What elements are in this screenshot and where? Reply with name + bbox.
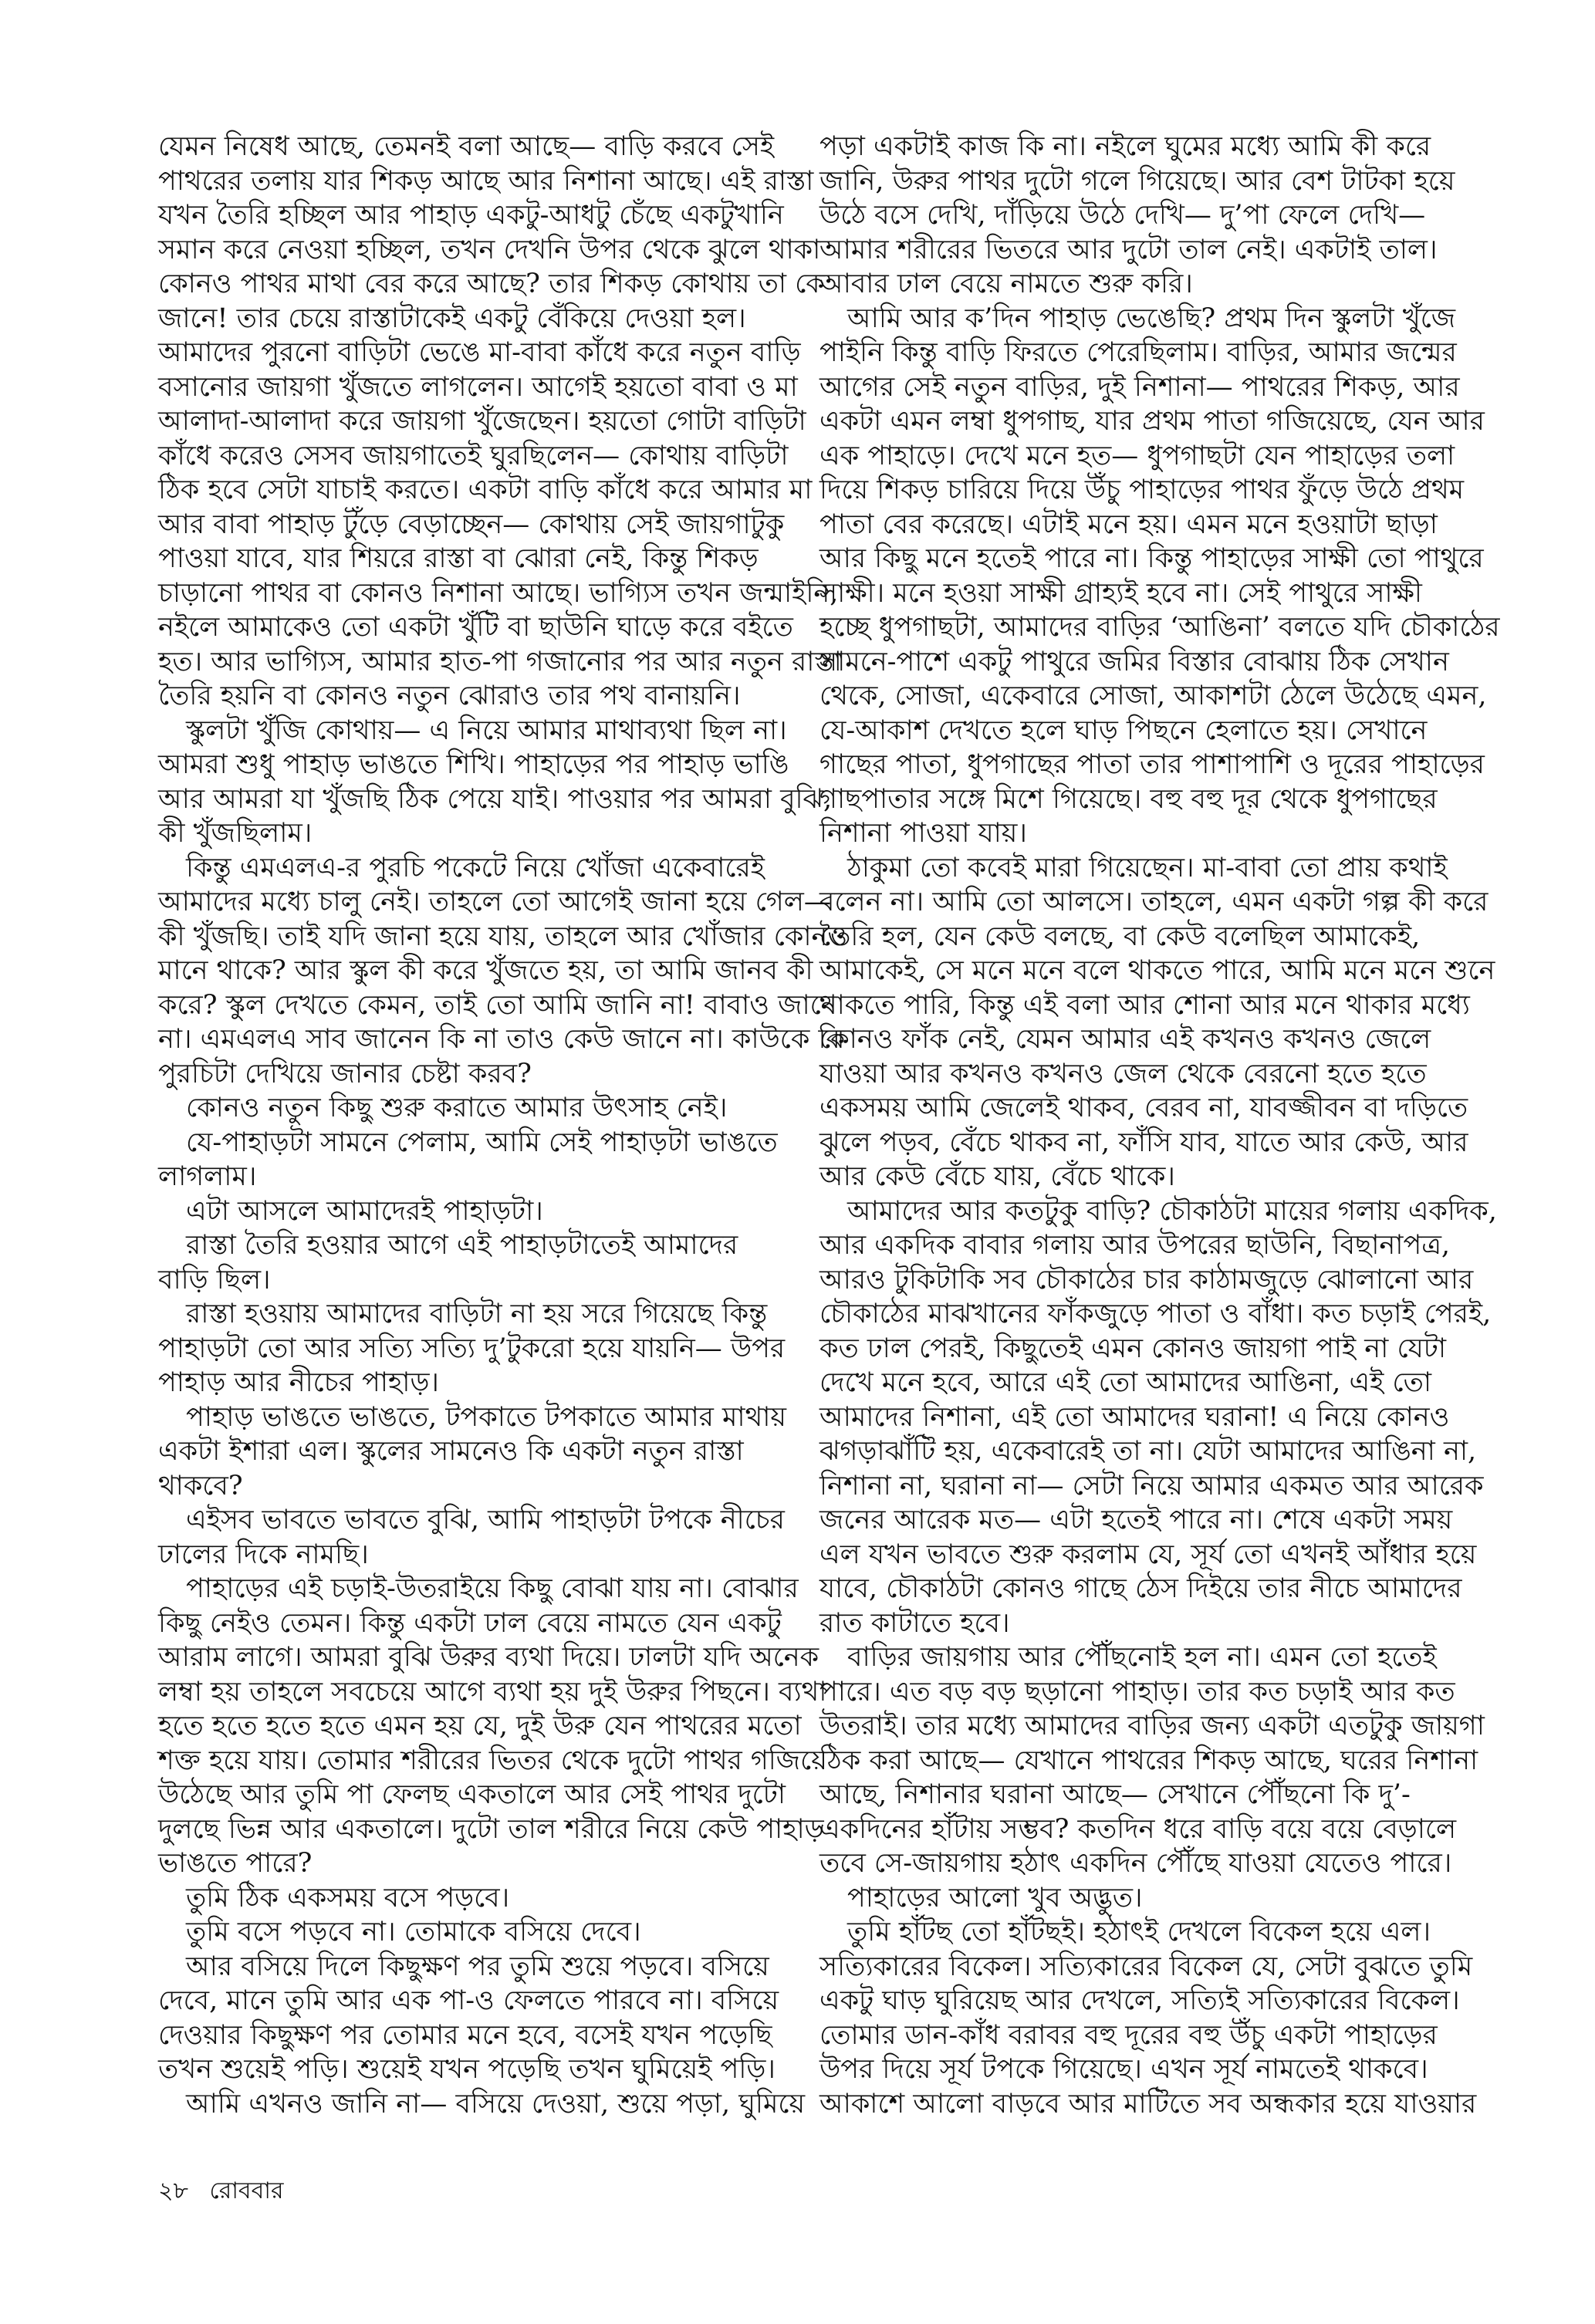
text-line: আমি আর ক’দিন পাহাড় ভেঙেছি? প্রথম দিন স্কুলটা খুঁজে xyxy=(847,302,1456,334)
text-line: উঠে বসে দেখি, দাঁড়িয়ে উঠে দেখি— দু’পা ফেলে দেখি— xyxy=(819,200,1426,231)
text-line: পারে। এত বড় বড় ছড়ানো পাহাড়। তার কত চড়াই আর কত xyxy=(819,1676,1455,1708)
text-line: তুমি বসে পড়বে না। তোমাকে বসিয়ে দেবে। xyxy=(186,1917,641,1947)
text-line: আমাকেই, সে মনে মনে বলে থাকতে পারে, আমি মনে মনে শুনে xyxy=(819,955,1495,986)
text-line: পড়া একটাই কাজ কি না। নইলে ঘুমের মধ্যে আমি কী করে xyxy=(819,131,1431,162)
text-line: আমাদের মধ্যে চালু নেই। তাহলে তো আগেই জানা হয়ে গেল— xyxy=(158,887,831,917)
paragraph xyxy=(158,1228,783,1297)
text-line: আকাশে আলো বাড়বে আর মাটিতে সব অন্ধকার হয়ে যাওয়ার xyxy=(819,2088,1477,2120)
text-line: তোমার ডান-কাঁধ বরাবর বহু দূরের বহু উঁচু একটা পাহাড়ের xyxy=(819,2019,1438,2051)
text-line: লাগলাম। xyxy=(158,1161,257,1192)
paragraph xyxy=(819,851,1506,1194)
text-line: কিছু নেইও তেমন। কিন্তু একটা ঢাল বেয়ে নামতে যেন একটু xyxy=(158,1607,782,1639)
paragraph xyxy=(158,1297,786,1400)
text-line: পাহাড় ভাঙতে ভাঙতে, টপকাতে টপকাতে আমার মাথায় xyxy=(186,1401,787,1433)
text-line: উতরাই। তার মধ্যে আমাদের বাড়ির জন্য একটা এতটুকু জায়গা xyxy=(819,1711,1485,1741)
paragraph xyxy=(158,1400,787,1504)
text-line: চৌকাঠের মাঝখানের ফাঁকজুড়ে পাতা ও বাঁধা। কত চড়াই পেরই, xyxy=(819,1299,1492,1329)
text-line: জানে! তার চেয়ে রাস্তাটাকেই একটু বেঁকিয়ে দেওয়া হল। xyxy=(158,302,746,334)
text-line: সত্যিকারের বিকেল। সত্যিকারের বিকেল যে, সেটা বুঝতে তুমি xyxy=(819,1951,1473,1982)
text-line: আরাম লাগে। আমরা বুঝি উরুর ব্যথা দিয়ে। ঢালটা যদি অনেক xyxy=(158,1642,819,1673)
text-line: কাঁধে করেও সেসব জায়গাতেই ঘুরছিলেন— কোথায় বাড়িটা xyxy=(158,440,789,471)
text-line: রাত কাটাতে হবে। xyxy=(819,1607,1010,1639)
text-line: একটা এমন লম্বা ধুপগাছ, যার প্রথম পাতা গজিয়েছে, যেন আর xyxy=(819,406,1485,437)
text-line: দেওয়ার কিছুক্ষণ পর তোমার মনে হবে, বসেই যখন পড়েছি xyxy=(158,2019,772,2051)
paragraph xyxy=(819,130,1506,302)
text-line: পাথরের তলায় যার শিকড় আছে আর নিশানা আছে। এই রাস্তা xyxy=(158,165,814,197)
paragraph xyxy=(158,1194,783,1229)
paragraph xyxy=(158,1503,783,1572)
paragraph xyxy=(158,1881,783,1916)
paragraph xyxy=(819,302,1506,851)
paragraph xyxy=(158,714,833,851)
text-line: তবে সে-জায়গায় হঠাৎ একদিন পৌঁছে যাওয়া যেতেও পারে। xyxy=(819,1848,1452,1879)
text-line: আমাদের নিশানা, এই তো আমাদের ঘরানা! এ নিয়ে কোনও xyxy=(819,1401,1450,1433)
text-line: বাড়ির জায়গায় আর পৌঁছনোই হল না। এমন তো হতেই xyxy=(847,1642,1437,1673)
text-line: একসময় আমি জেলেই থাকব, বেরব না, যাবজ্জীবন বা দড়িতে xyxy=(819,1093,1468,1123)
text-line: আবার ঢাল বেয়ে নামতে শুরু করি। xyxy=(819,269,1193,299)
text-line: সামনে-পাশে একটু পাথুরে জমির বিস্তার বোঝায় ঠিক সেখান xyxy=(819,646,1449,677)
text-line: আর আমরা যা খুঁজছি ঠিক পেয়ে যাই। পাওয়ার পর আমরা বুঝি, xyxy=(158,783,833,815)
text-line: আমি এখনও জানি না— বসিয়ে দেওয়া, শুয়ে পড়া, ঘুমিয়ে xyxy=(186,2088,806,2120)
text-line: যখন তৈরি হচ্ছিল আর পাহাড় একটু-আধটু চেঁছে একটুখানি xyxy=(158,200,784,231)
text-line: লম্বা হয় তাহলে সবচেয়ে আগে ব্যথা হয় দুই উরুর পিছনে। ব্যথা xyxy=(158,1676,827,1708)
publication-name: রোববার xyxy=(209,2177,284,2204)
text-line: একটু ঘাড় ঘুরিয়েছ আর দেখলে, সত্যিই সত্যিকারের বিকেল। xyxy=(819,1985,1460,2016)
text-line: থেকে, সোজা, একেবারে সোজা, আকাশটা ঠেলে উঠেছে এমন, xyxy=(819,681,1487,711)
text-line: ঢালের দিকে নামছি। xyxy=(158,1539,369,1570)
text-line: একটা ইশারা এল। স্কুলের সামনেও কি একটা নতুন রাস্তা xyxy=(158,1436,744,1467)
text-line: পুরচিটা দেখিয়ে জানার চেষ্টা করব? xyxy=(158,1058,532,1089)
paragraph xyxy=(158,1915,783,1950)
text-line: ঝুলে পড়ব, বেঁচে থাকব না, ফাঁসি যাব, যাতে আর কেউ, আর xyxy=(819,1127,1468,1158)
text-line: করে? স্কুল দেখতে কেমন, তাই তো আমি জানি না! বাবাও জানে xyxy=(158,989,837,1021)
page-footer xyxy=(158,2172,298,2211)
text-line: তখন শুয়েই পড়ি। শুয়েই যখন পড়েছি তখন ঘুমিয়েই পড়ি। xyxy=(158,2054,776,2085)
text-line: কত ঢাল পেরই, কিছুতেই এমন কোনও জায়গা পাই না যেটা xyxy=(819,1333,1447,1364)
paragraph xyxy=(819,1640,1506,1881)
text-line: পাইনি কিন্তু বাড়ি ফিরতে পেরেছিলাম। বাড়ির, আমার জন্মের xyxy=(819,337,1457,368)
text-line: কোনও নতুন কিছু শুরু করাতে আমার উৎসাহ নেই। xyxy=(186,1093,728,1123)
text-line: আরও টুকিটাকি সব চৌকাঠের চার কাঠামজুড়ে ঝোলানো আর xyxy=(819,1264,1474,1295)
text-line: থাকতে পারি, কিন্তু এই বলা আর শোনা আর মনে থাকার মধ্যে xyxy=(819,989,1470,1021)
text-line: চাড়ানো পাথর বা কোনও নিশানা আছে। ভাগ্যিস তখন জন্মাইনি, xyxy=(158,577,839,609)
text-line: সাক্ষী। মনে হওয়া সাক্ষী গ্রাহ্যই হবে না। সেই পাথুরে সাক্ষী xyxy=(819,577,1422,609)
text-line: পাওয়া যাবে, যার শিয়রে রাস্তা বা ঝোরা নেই, কিন্তু শিকড় xyxy=(158,543,759,574)
text-line: আমাদের আর কতটুকু বাড়ি? চৌকাঠটা মায়ের গলায় একদিক, xyxy=(847,1195,1497,1227)
text-line: দেখে মনে হবে, আরে এই তো আমাদের আঙিনা, এই তো xyxy=(819,1367,1432,1398)
text-line: ঠিক হবে সেটা যাচাই করতে। একটা বাড়ি কাঁধে করে আমার মা xyxy=(158,475,813,505)
paragraph xyxy=(819,1881,1506,1916)
text-line: আর বসিয়ে দিলে কিছুক্ষণ পর তুমি শুয়ে পড়বে। বসিয়ে xyxy=(186,1951,769,1982)
text-line: মানে থাকে? আর স্কুল কী করে খুঁজতে হয়, তা আমি জানব কী xyxy=(158,955,813,986)
text-line: যে-আকাশ দেখতে হলে ঘাড় পিছনে হেলাতে হয়। সেখানে xyxy=(819,714,1428,746)
text-line: তৈরি হয়নি বা কোনও নতুন ঝোরাও তার পথ বানায়নি। xyxy=(158,681,741,711)
paragraph xyxy=(158,1572,827,1881)
paragraph xyxy=(158,2087,806,2122)
paragraph xyxy=(819,1194,1506,1641)
text-column-right xyxy=(819,130,1506,2121)
text-line: আর বাবা পাহাড় টুঁড়ে বেড়াচ্ছেন— কোথায় সেই জায়গাটুকু xyxy=(158,508,785,540)
text-line: এল যখন ভাবতে শুরু করলাম যে, সূর্য তো এখনই আঁধার হয়ে xyxy=(819,1539,1477,1570)
text-line: জানি, উরুর পাথর দুটো গলে গিয়েছে। আর বেশ টাটকা হয়ে xyxy=(819,165,1455,197)
text-line: আর কেউ বেঁচে যায়, বেঁচে থাকে। xyxy=(819,1161,1175,1192)
text-line: যেমন নিষেধ আছে, তেমনই বলা আছে— বাড়ি করবে সেই xyxy=(158,131,775,162)
text-line: ঠিক করা আছে— যেখানে পাথরের শিকড় আছে, ঘরের নিশানা xyxy=(819,1745,1478,1776)
text-line: আমাদের পুরনো বাড়িটা ভেঙে মা-বাবা কাঁধে করে নতুন বাড়ি xyxy=(158,337,801,368)
text-line: এটা আসলে আমাদেরই পাহাড়টা। xyxy=(186,1195,543,1227)
paragraph xyxy=(158,130,842,714)
text-line: না। এমএলএ সাব জানেন কি না তাও কেউ জানে না। কাউকে কি xyxy=(158,1024,845,1055)
text-line: বলেন না। আমি তো আলসে। তাহলে, এমন একটা গল্প কী করে xyxy=(819,887,1489,917)
text-line: আমার শরীরের ভিতরে আর দুটো তাল নেই। একটাই তাল। xyxy=(819,234,1438,265)
text-line: এক পাহাড়ে। দেখে মনে হত— ধুপগাছটা যেন পাহাড়ের তলা xyxy=(819,440,1455,471)
text-line: যাবে, চৌকাঠটা কোনও গাছে ঠেস দিইয়ে তার নীচে আমাদের xyxy=(819,1573,1462,1604)
text-line: নইলে আমাকেও তো একটা খুঁটি বা ছাউনি ঘাড়ে করে বইতে xyxy=(158,612,793,643)
text-line: কী খুঁজছিলাম। xyxy=(158,818,313,849)
text-line: জনের আরেক মত— এটা হতেই পারে না। শেষে একটা সময় xyxy=(819,1505,1453,1535)
text-line: পাহাড়ের আলো খুব অদ্ভুত। xyxy=(847,1882,1143,1914)
text-line: নিশানা না, ঘরানা না— সেটা নিয়ে আমার একমত আর আরেক xyxy=(819,1470,1484,1501)
text-line: পাহাড় আর নীচের পাহাড়। xyxy=(158,1367,439,1398)
text-line: হত। আর ভাগ্যিস, আমার হাত-পা গজানোর পর আর নতুন রাস্তা xyxy=(158,646,842,677)
text-line: তুমি ঠিক একসময় বসে পড়বে। xyxy=(186,1882,510,1914)
text-line: কোনও পাথর মাথা বের করে আছে? তার শিকড় কোথায় তা কে xyxy=(158,269,825,299)
text-line: হচ্ছে ধুপগাছটা, আমাদের বাড়ির ‘আঙিনা’ বলতে যদি চৌকাঠের xyxy=(819,612,1500,643)
paragraph xyxy=(158,851,848,1092)
text-line: পাতা বের করেছে। এটাই মনে হয়। এমন মনে হওয়াটা ছাড়া xyxy=(819,508,1438,540)
text-line: আর একদিক বাবার গলায় আর উপরের ছাউনি, বিছানাপত্র, xyxy=(819,1230,1451,1261)
text-line: আমরা শুধু পাহাড় ভাঙতে শিখি। পাহাড়ের পর পাহাড় ভাঙি xyxy=(158,749,789,780)
paragraph xyxy=(158,1126,783,1194)
text-line: তুমি হাঁটছ তো হাঁটছই। হঠাৎই দেখলে বিকেল হয়ে এল। xyxy=(847,1917,1431,1947)
text-line: থাকবে? xyxy=(158,1470,243,1501)
text-line: ভাঙতে পারে? xyxy=(158,1848,313,1879)
paragraph xyxy=(158,1091,783,1126)
text-line: বাড়ি ছিল। xyxy=(158,1264,271,1295)
text-line: বসানোর জায়গা খুঁজতে লাগলেন। আগেই হয়তো বাবা ও মা xyxy=(158,371,798,403)
text-line: যাওয়া আর কখনও কখনও জেল থেকে বেরনো হতে হতে xyxy=(819,1058,1427,1089)
page-number: ২৮ xyxy=(158,2177,188,2204)
text-line: শক্ত হয়ে যায়। তোমার শরীরের ভিতর থেকে দুটো পাথর গজিয়ে xyxy=(158,1745,827,1776)
text-line: রাস্তা তৈরি হওয়ার আগে এই পাহাড়টাতেই আমাদের xyxy=(186,1230,738,1261)
text-line: উঠেছে আর তুমি পা ফেলছ একতালে আর সেই পাথর দুটো xyxy=(158,1779,786,1810)
text-line: কোনও ফাঁক নেই, যেমন আমার এই কখনও কখনও জেলে xyxy=(819,1024,1431,1055)
text-line: একদিনের হাঁটায় সম্ভব? কতদিন ধরে বাড়ি বয়ে বয়ে বেড়ালে xyxy=(819,1813,1457,1845)
text-column-left xyxy=(158,130,848,2121)
text-line: ঠাকুমা তো কবেই মারা গিয়েছেন। মা-বাবা তো প্রায় কথাই xyxy=(847,852,1448,883)
text-line: গাছপাতার সঙ্গে মিশে গিয়েছে। বহু বহু দূর থেকে ধুপগাছের xyxy=(819,783,1438,815)
text-line: নিশানা পাওয়া যায়। xyxy=(819,818,1027,849)
text-line: দুলছে ভিন্ন আর একতালে। দুটো তাল শরীরে নিয়ে কেউ পাহাড় xyxy=(158,1813,824,1845)
text-line: উপর দিয়ে সূর্য টপকে গিয়েছে। এখন সূর্য নামতেই থাকবে। xyxy=(819,2054,1428,2085)
text-line: দেবে, মানে তুমি আর এক পা-ও ফেলতে পারবে না। বসিয়ে xyxy=(158,1985,779,2016)
text-line: রাস্তা হওয়ায় আমাদের বাড়িটা না হয় সরে গিয়েছে কিন্তু xyxy=(186,1299,768,1329)
text-line: কী খুঁজছি। তাই যদি জানা হয়ে যায়, তাহলে আর খোঁজার কোনও xyxy=(158,920,848,952)
paragraph xyxy=(819,1915,1506,2121)
paragraph xyxy=(158,1950,783,2087)
text-line: আলাদা-আলাদা করে জায়গা খুঁজেছেন। হয়তো গোটা বাড়িটা xyxy=(158,406,806,437)
text-line: ঝগড়াঝাঁটি হয়, একেবারেই তা না। যেটা আমাদের আঙিনা না, xyxy=(819,1436,1477,1467)
text-line: তৈরি হল, যেন কেউ বলছে, বা কেউ বলেছিল আমাকেই, xyxy=(819,920,1421,952)
text-line: পাহাড়ের এই চড়াই-উতরাইয়ে কিছু বোঝা যায় না। বোঝার xyxy=(186,1573,799,1604)
text-line: স্কুলটা খুঁজি কোথায়— এ নিয়ে আমার মাথাব্যথা ছিল না। xyxy=(186,714,787,746)
text-line: আছে, নিশানার ঘরানা আছে— সেখানে পৌঁছনো কি দু’- xyxy=(819,1779,1411,1810)
text-line: আর কিছু মনে হতেই পারে না। কিন্তু পাহাড়ের সাক্ষী তো পাথুরে xyxy=(819,543,1484,574)
text-line: এইসব ভাবতে ভাবতে বুঝি, আমি পাহাড়টা টপকে নীচের xyxy=(186,1505,785,1535)
text-line: গাছের পাতা, ধুপগাছের পাতা তার পাশাপাশি ও দূরের পাহাড়ের xyxy=(819,749,1485,780)
text-line: আগের সেই নতুন বাড়ির, দুই নিশানা— পাথরের শিকড়, আর xyxy=(819,371,1460,403)
text-line: সমান করে নেওয়া হচ্ছিল, তখন দেখনি উপর থেকে ঝুলে থাকা xyxy=(158,234,821,265)
text-line: কিন্তু এমএলএ-র পুরচি পকেটে নিয়ে খোঁজা একেবারেই xyxy=(186,852,765,883)
text-line: পাহাড়টা তো আর সত্যি সত্যি দু’টুকরো হয়ে যায়নি— উপর xyxy=(158,1333,786,1364)
text-line: হতে হতে হতে হতে এমন হয় যে, দুই উরু যেন পাথরের মতো xyxy=(158,1711,802,1741)
text-line: দিয়ে শিকড় চারিয়ে দিয়ে উঁচু পাহাড়ের পাথর ফুঁড়ে উঠে প্রথম xyxy=(819,475,1465,505)
text-line: যে-পাহাড়টা সামনে পেলাম, আমি সেই পাহাড়টা ভাঙতে xyxy=(186,1127,778,1158)
